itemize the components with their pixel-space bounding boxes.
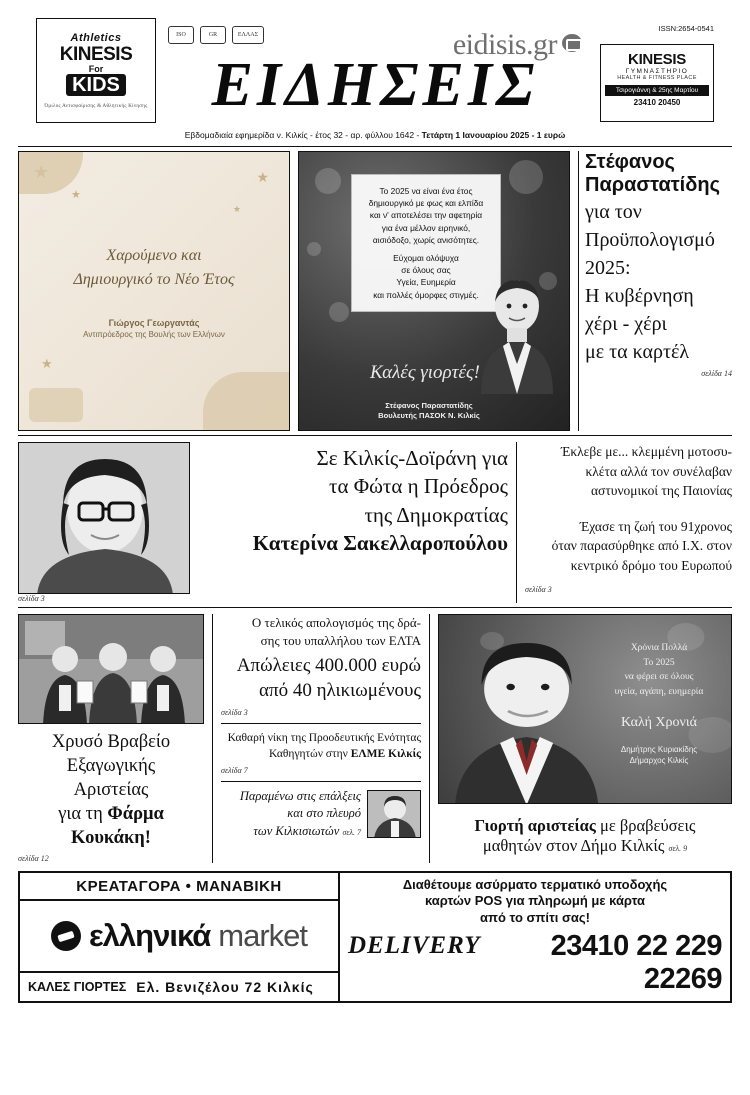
brief-one[interactable] <box>525 442 732 501</box>
gym-sub2: HEALTH & FITNESS PLACE <box>617 75 697 81</box>
president-photo-pageref[interactable]: σελίδα 3 <box>18 594 45 603</box>
bottom-advertisement[interactable] <box>18 871 732 1003</box>
gym-phone: 23410 20450 <box>633 98 681 107</box>
ad-pos-line3: από το σπίτι σας! <box>480 909 590 925</box>
excellence-story[interactable] <box>438 816 732 856</box>
ad-delivery-row <box>348 930 722 963</box>
new-year-greeting-card <box>18 151 290 431</box>
elta-kicker <box>221 614 421 650</box>
newyear-role: Αντιπρόεδρος της Βουλής των Ελλήνων <box>83 329 225 339</box>
brief-two[interactable] <box>525 517 732 576</box>
divider-row2 <box>18 607 732 608</box>
ad-bottom-row <box>20 971 338 1001</box>
logo-line2: KINESIS <box>59 44 133 65</box>
excellence-line2 <box>438 836 732 856</box>
lead-line6: με τα καρτέλ <box>585 341 690 363</box>
epalxeis-line2: και στο πλευρό <box>287 806 361 821</box>
lead-line3: 2025: <box>585 257 631 279</box>
ad-greeting: ΚΑΛΕΣ ΓΙΟΡΤΕΣ <box>28 980 127 995</box>
elta-pageref[interactable]: σελίδα 3 <box>221 707 248 717</box>
subline-date: Τετάρτη 1 Ιανουαρίου 2025 - 1 ευρώ <box>421 130 566 140</box>
man-portrait-illustration <box>368 791 421 838</box>
farm-headline-line4a: για τη <box>58 804 108 825</box>
gym-sub: ΓΥΜΝΑΣΤΗΡΙΟ <box>625 68 689 75</box>
ad-phone-number[interactable]: 23410 22 229 <box>550 929 722 962</box>
farm-award-story[interactable] <box>18 614 204 863</box>
certification-badges <box>168 26 264 44</box>
mayor-column <box>438 614 732 863</box>
logo-line4: KIDS <box>66 74 126 96</box>
farm-headline-line2: Εξαγωγικής <box>66 756 156 777</box>
wish-line9: και πολλές όμορφες στιγμές. <box>373 289 479 300</box>
cert-ellas-icon: ΕΛΛΑΣ <box>232 26 264 44</box>
ad-pos-line1: Διαθέτουμε ασύρματο τερματικό υποδοχής <box>402 877 668 893</box>
wish-line8: Υγεία, Ευημερία <box>396 277 456 288</box>
ad-brand-row <box>20 901 338 971</box>
mayor-wish-text <box>595 641 723 766</box>
brief-two-line1: Έχασε τη ζωή του 91χρονος <box>579 518 732 534</box>
wish-signer-role: Βουλευτής ΠΑΣΟΚ Ν. Κιλκίς <box>378 411 480 421</box>
ad-brand-name: ελληνικά <box>88 918 211 954</box>
mayor-name: Δημήτρης Κυριακίδης <box>620 744 698 754</box>
farm-headline-line4 <box>18 802 204 826</box>
wish-signer-name: Στέφανος Παραστατίδης <box>385 400 473 410</box>
president-headline-line3: της Δημοκρατίας <box>364 502 508 527</box>
logo-tagline: Όμιλος Αντισφαίρισης & Αθλητικής Κίνησης <box>44 104 148 109</box>
ad-top-label: ΚΡΕΑΤΑΓΟΡΑ • ΜΑΝΑΒΙΚΗ <box>20 873 338 901</box>
farm-headline <box>18 730 204 850</box>
row-two <box>18 442 732 603</box>
epalxeis-story[interactable] <box>221 788 421 841</box>
epalxeis-line3a: των Κιλκισιωτών <box>253 823 340 838</box>
mayor-wish-line2: Το 2025 <box>643 657 675 668</box>
bokeh-decor <box>315 168 341 194</box>
newyear-line2: Δημιουργικό το Νέο Έτος <box>73 270 235 288</box>
ad-pos-line2: καρτών POS για πληρωμή με κάρτα <box>424 893 646 909</box>
logo-line1: Athletics <box>70 32 122 44</box>
mayor-signature <box>595 744 723 766</box>
elme-pageref[interactable]: σελίδα 7 <box>221 765 248 775</box>
wish-signature <box>329 401 529 422</box>
man-thumbnail-photo <box>367 790 421 838</box>
epalxeis-pageref[interactable]: σελ. 7 <box>342 827 361 837</box>
middle-stories-column <box>212 614 430 863</box>
star-icon: ★ <box>71 189 81 201</box>
gym-name: KINESIS <box>628 51 686 68</box>
president-headline-line4: Κατερίνα Σακελλαροπούλου <box>252 531 508 556</box>
excellence-pageref[interactable]: σελ. 9 <box>668 844 688 853</box>
masthead-subline <box>18 130 732 140</box>
farm-headline-line5: Κουκάκη! <box>71 828 151 849</box>
briefs-column <box>516 442 732 603</box>
wish-line7: σε όλους σας <box>401 265 451 276</box>
issn-text: ISSN:2654-0541 <box>658 24 714 33</box>
lead-line2: Προϋπολογισμό <box>585 229 715 251</box>
mayor-greeting-ad[interactable] <box>438 614 732 804</box>
wish-line6: Εύχομαι ολόψυχα <box>393 252 459 263</box>
ad-left-panel <box>20 873 340 1001</box>
row-three <box>18 614 732 863</box>
elme-story[interactable] <box>221 730 421 762</box>
bokeh-decor <box>509 160 543 194</box>
farm-headline-line1: Χρυσό Βραβείο <box>51 732 171 752</box>
elta-headline[interactable] <box>221 654 421 703</box>
ad-delivery-label: DELIVERY <box>348 932 481 960</box>
ad-brand-suffix: market <box>218 918 308 954</box>
farm-headline-line4b: Φάρμα <box>107 804 164 825</box>
divider-col-b-2 <box>221 781 421 782</box>
masthead <box>18 10 732 142</box>
bokeh-decor <box>329 302 349 322</box>
ad-right-panel <box>340 873 730 1001</box>
briefs-pageref[interactable]: σελίδα 3 <box>525 585 552 595</box>
star-icon: ★ <box>256 171 269 186</box>
wish-line5: αισιόδοξο, χωρίς ανισότητες. <box>372 234 480 245</box>
ad-address: Ελ. Βενιζέλου 72 Κιλκίς <box>136 979 314 996</box>
brief-one-line3: αστυνομικοί της Παιονίας <box>590 483 732 499</box>
elta-headline-line1: Απώλειες 400.000 ευρώ <box>236 655 421 677</box>
excellence-line1a: Γιορτή αριστείας <box>474 816 596 835</box>
elme-line1: Καθαρή νίκη της Προοδευτικής Ενότητας <box>227 731 421 744</box>
mayor-wish-line1: Χρόνια Πολλά <box>630 643 688 653</box>
president-headline-line2: τα Φώτα η Πρόεδρος <box>329 474 508 499</box>
excellence-line1b: με βραβεύσεις <box>595 816 696 835</box>
elta-kicker-line1: Ο τελικός απολογισμός της δρά- <box>251 615 421 630</box>
mayor-wish-line4: υγεία, αγάπη, ευημερία <box>614 687 704 698</box>
mayor-wish-line3: να φέρει σε όλους <box>624 672 694 683</box>
star-icon: ★ <box>232 204 241 214</box>
cert-gr-icon: GR <box>200 26 226 44</box>
gym-address: Τσιρογιάννη & 25ης Μαρτίου <box>605 85 709 96</box>
award-group-photo-illustration <box>19 615 204 724</box>
bokeh-decor <box>307 242 321 256</box>
brief-two-line3: κεντρικό δρόμο του Ευρωπού <box>570 557 732 573</box>
wish-greeting-card <box>298 151 570 431</box>
lead-name-line2: Παραστατίδης <box>585 174 720 196</box>
epalxeis-line1: Παραμένω στις επάλξεις <box>239 788 361 803</box>
divider-col-b-1 <box>221 723 421 724</box>
brief-one-line2: κλέτα αλλά τον συνέλαβαν <box>585 463 732 479</box>
wish-script-text: Καλές γιορτές! <box>370 362 480 383</box>
wish-line3: και ν' αποτελέσει την αφετηρία <box>369 210 483 221</box>
divider-top <box>18 146 732 147</box>
president-photo <box>18 442 190 594</box>
elta-kicker-line2: σης του υπαλλήλου των ΕΛΤΑ <box>260 633 421 649</box>
lead-name-line1: Στέφανος <box>585 151 675 173</box>
president-headline[interactable] <box>198 442 508 603</box>
newyear-line1: Χαρούμενο και <box>106 246 202 264</box>
mayor-role: Δήμαρχος Κιλκίς <box>629 755 689 765</box>
elme-line2 <box>221 746 421 762</box>
award-photo <box>18 614 204 724</box>
divider-row1 <box>18 435 732 436</box>
lead-pageref[interactable]: σελίδα 14 <box>701 369 732 378</box>
wish-line4: για ένα μέλλον ειρηνικό, <box>381 222 471 233</box>
mayor-wish-big: Καλή Χρονιά <box>621 714 697 730</box>
subline-plain: Εβδομαδιαία εφημερίδα ν. Κιλκίς - έτος 32 - αρ. φύλλου 1642 - <box>184 130 422 140</box>
ad-phone-number-2[interactable]: 22269 <box>643 962 722 995</box>
star-icon: ★ <box>41 356 53 371</box>
brief-two-line2: όταν παρασύρθηκε από Ι.Χ. στον <box>551 538 732 554</box>
cert-iso-icon: ISO <box>168 26 194 44</box>
elme-line2b: ΕΛΜΕ Κιλκίς <box>350 747 421 760</box>
wish-line2: δημιουργικό με φως και ελπίδα <box>368 198 484 209</box>
newyear-name: Γιώργος Γεωργαντάς <box>108 317 200 328</box>
lead-line5: χέρι - χέρι <box>585 313 667 335</box>
woman-portrait-illustration <box>19 443 190 594</box>
president-headline-line1: Σε Κιλκίς-Δοϊράνη για <box>316 446 508 470</box>
lead-line1: για τον <box>585 201 642 223</box>
elme-line2a: Καθηγητών στην <box>269 747 351 760</box>
email-icon <box>562 34 582 52</box>
wish-line1: Το 2025 να είναι ένα έτος <box>379 186 473 196</box>
logo-line3: For <box>88 64 104 74</box>
lead-story[interactable] <box>578 151 732 431</box>
lead-line4: Η κυβέρνηση <box>585 285 694 307</box>
farm-headline-line3: Αριστείας <box>73 780 149 801</box>
excellence-line2a: μαθητών στον Δήμο Κιλκίς <box>482 836 665 855</box>
site-url[interactable]: eidisis.gr <box>452 28 557 61</box>
excellence-line1 <box>438 816 732 836</box>
farm-pageref[interactable]: σελίδα 12 <box>18 854 49 864</box>
page-title: ΕΙΔΗΣΕΙΣ <box>211 51 539 119</box>
market-logo-icon <box>51 921 81 951</box>
row-one <box>18 151 732 431</box>
brief-one-line1: Έκλεβε με... κλεμμένη μοτοσυ- <box>560 444 732 459</box>
elta-headline-line2: από 40 ηλικιωμένους <box>259 680 421 702</box>
